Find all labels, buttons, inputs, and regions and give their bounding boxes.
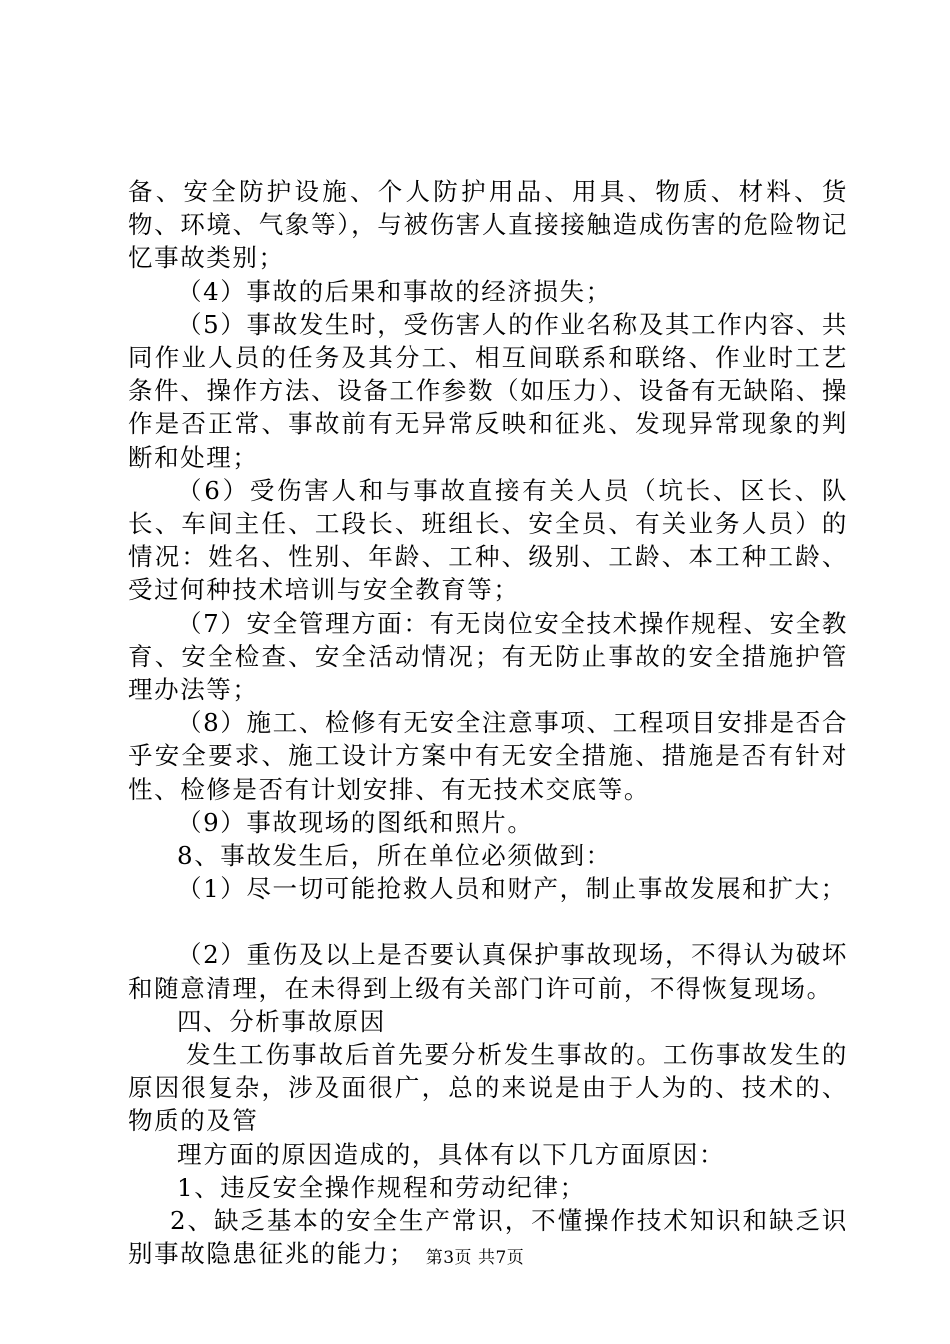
section-heading: 四、分析事故原因 xyxy=(177,1006,386,1036)
paragraph: 8、事故发生后，所在单位必须做到： xyxy=(177,841,612,871)
paragraph: 发生工伤事故后首先要分析发生事故的。工伤事故发生的原因很复杂，涉及面很广，总的来说是由于人为的、技术的、物质的及管 xyxy=(128,1040,848,1136)
paragraph: （1）尽一切可能抢救人员和财产，制止事故发展和扩大； xyxy=(177,874,847,904)
paragraph: （7）安全管理方面：有无岗位安全技术操作规程、安全教育、安全检查、安全活动情况；有无防止事故的安全措施护管理办法等； xyxy=(128,608,848,705)
paragraph: （9）事故现场的图纸和照片。 xyxy=(177,807,534,837)
paragraph: （2）重伤及以上是否要认真保护事故现场，不得认为破坏和随意清理，在未得到上级有关部门许可前，不得恢复现场。 xyxy=(128,940,848,1003)
paragraph: 1、违反安全操作规程和劳动纪律； xyxy=(177,1172,586,1202)
paragraph: 理方面的原因造成的，具体有以下几方面原因： xyxy=(177,1139,726,1169)
paragraph: （6）受伤害人和与事故直接有关人员（坑长、区长、队长、车间主任、工段长、班组长、安全员、有关业务人员）的情况：姓名、性别、年龄、工种、级别、工龄、本工种工龄、受过何种技术培训与安全教育等； xyxy=(128,475,848,605)
paragraph: （5）事故发生时，受伤害人的作业名称及其工作内容、共同作业人员的任务及其分工、相互间联系和联络、作业时工艺条件、操作方法、设备工作参数（如压力）、设备有无缺陷、操作是否正常、事故前有无异常反映和征兆、发现异常现象的判断和处理； xyxy=(128,309,848,472)
page-number-footer: 第3页 共7页 xyxy=(425,1248,525,1268)
paragraph: 备、安全防护设施、个人防护用品、用具、物质、材料、货物、环境、气象等），与被伤害人直接接触造成伤害的危险物记忆事故类别； xyxy=(128,177,848,273)
paragraph: （4）事故的后果和事故的经济损失； xyxy=(177,276,612,306)
document-body xyxy=(128,175,848,1271)
paragraph: 2、缺乏基本的安全生产常识，不懂操作技术知识和缺乏识别事故隐患征兆的能力； xyxy=(128,1206,848,1269)
paragraph: （8）施工、检修有无安全注意事项、工程项目安排是否合乎安全要求、施工设计方案中有无安全措施、措施是否有针对性、检修是否有计划安排、有无技术交底等。 xyxy=(128,708,848,804)
